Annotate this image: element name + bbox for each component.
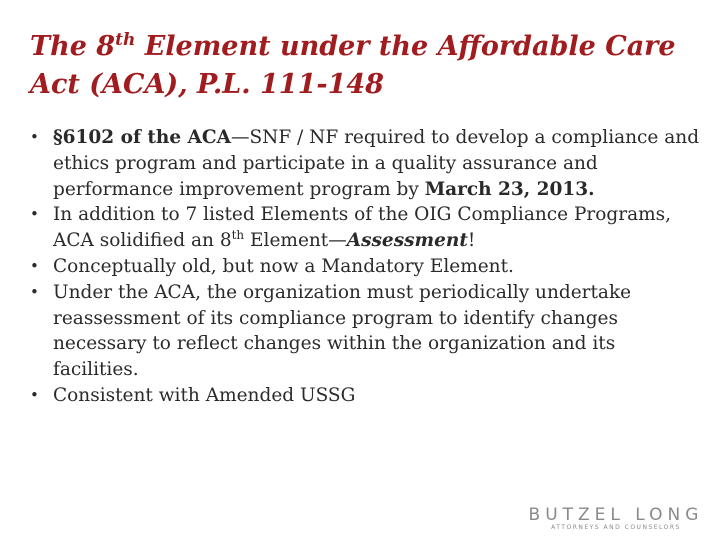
bullet-marker: • bbox=[30, 205, 39, 224]
bullet-list bbox=[30, 125, 700, 409]
bullet-marker: • bbox=[30, 128, 39, 146]
bullet-text: Conceptually old, but now a Mandatory Element. bbox=[53, 255, 514, 277]
slide-title bbox=[30, 28, 700, 104]
logo-tagline: ATTORNEYS AND COUNSELORS bbox=[551, 524, 681, 531]
bullet-item-8th-element bbox=[30, 202, 700, 254]
bullet-text-mid: Element— bbox=[244, 230, 347, 252]
bullet-text: Consistent with Amended USSG bbox=[53, 384, 356, 406]
bullet-superscript: th bbox=[231, 228, 245, 243]
bullet-item-ussg bbox=[30, 383, 700, 409]
bullet-item-mandatory bbox=[30, 254, 700, 280]
bullet-item-section-6102 bbox=[30, 125, 700, 202]
title-text-start: The 8 bbox=[30, 31, 116, 62]
title-superscript: th bbox=[115, 30, 136, 50]
bullet-item-reassessment bbox=[30, 280, 700, 383]
bullet-marker: • bbox=[30, 385, 39, 404]
bullet-emphasis-assessment: Assessment bbox=[346, 230, 468, 252]
bullet-text: Under the ACA, the organization must periodically undertake reassessment of its compliance program to identify changes necessary to reflect changes within the organization and its facilities. bbox=[53, 281, 632, 381]
logo-name: BUTZEL LONG bbox=[528, 505, 704, 525]
bullet-marker: • bbox=[30, 256, 39, 275]
butzel-long-logo bbox=[526, 506, 706, 532]
bullet-text-end: ! bbox=[467, 230, 476, 252]
bullet-text: —SNF / NF required to develop a compliance and ethics program and participate in a quality assurance and performance improvement program by bbox=[53, 127, 700, 200]
bullet-marker: • bbox=[30, 282, 39, 301]
bullet-deadline: March 23, 2013. bbox=[424, 178, 595, 200]
bullet-text-start: In addition to 7 listed Elements of the OIG Compliance Programs, ACA solidified an 8 bbox=[53, 204, 672, 252]
title-text-end: Element under the Affordable Care Act (ACA), P.L. 111-148 bbox=[30, 31, 676, 100]
bullet-bold-lead: §6102 of the ACA bbox=[53, 127, 231, 148]
